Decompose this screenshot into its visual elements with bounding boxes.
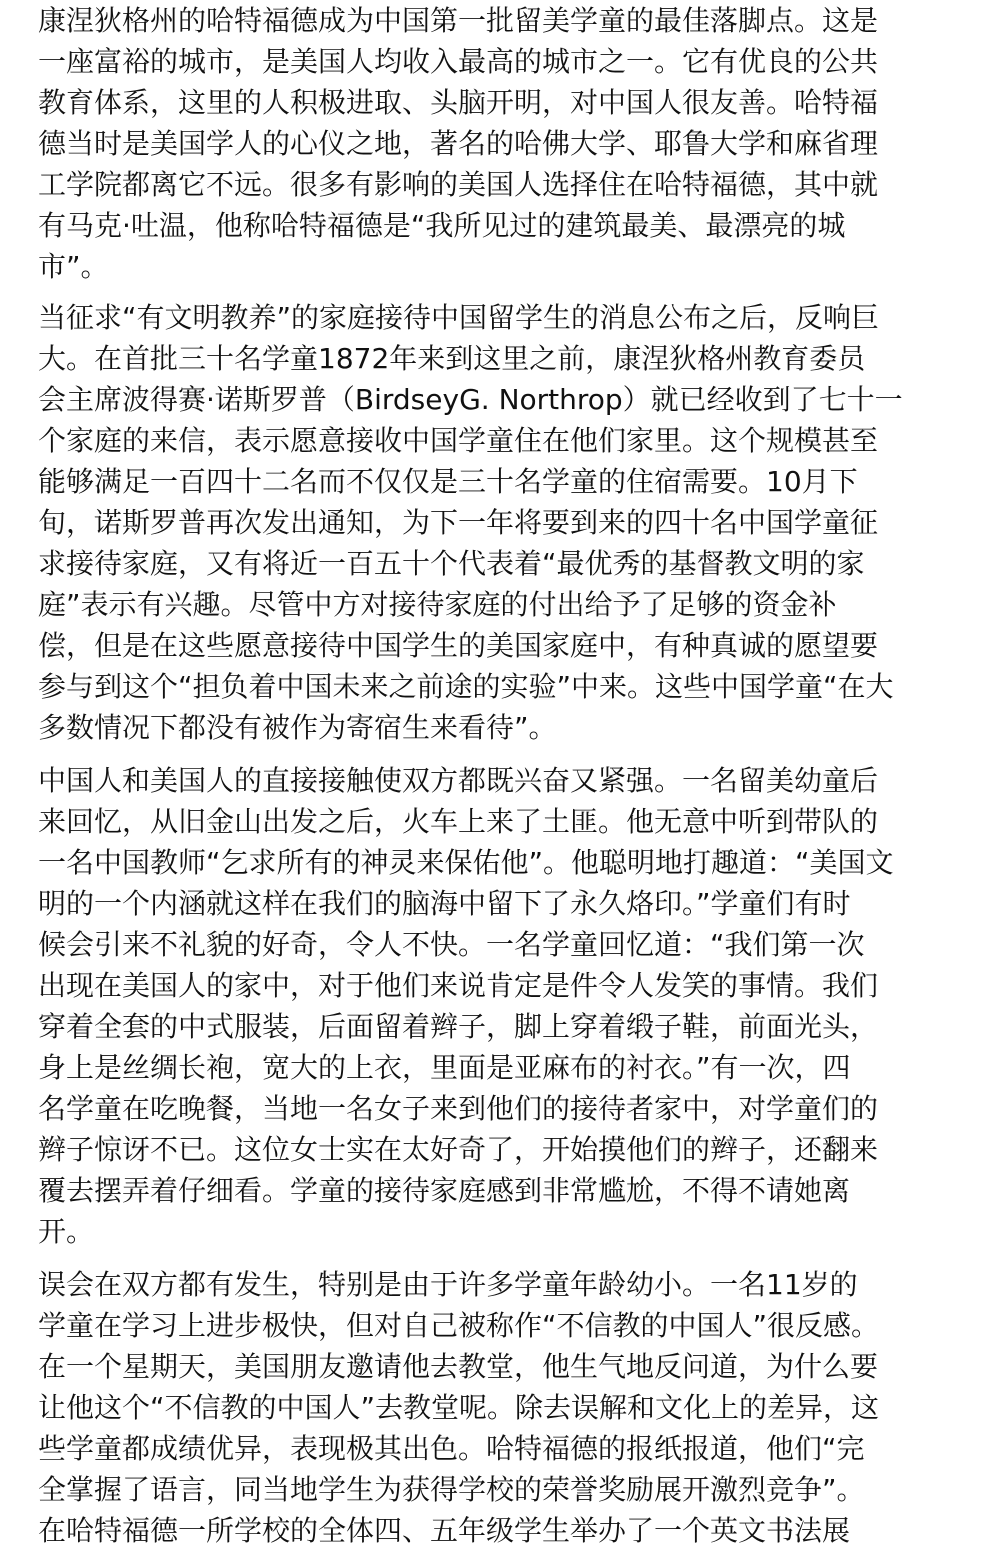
text-line: 误会在双方都有发生，特别是由于许多学童年龄幼小。一名11岁的 bbox=[38, 1268, 858, 1301]
text-line: 多数情况下都没有被作为寄宿生来看待”。 bbox=[38, 711, 557, 744]
text-line: 市”。 bbox=[38, 250, 109, 283]
text-line: 在哈特福德一所学校的全体四、五年级学生举办了一个英文书法展 bbox=[38, 1514, 851, 1547]
text-line: 全掌握了语言，同当地学生为获得学校的荣誉奖励展开激烈竞争”。 bbox=[38, 1473, 865, 1506]
text-line: 一名中国教师“乞求所有的神灵来保佑他”。他聪明地打趣道：“美国文 bbox=[38, 846, 894, 879]
text-line: 大。在首批三十名学童1872年来到这里之前，康涅狄格州教育委员 bbox=[38, 342, 866, 375]
text-line: 参与到这个“担负着中国未来之前途的实验”中来。这些中国学童“在大 bbox=[38, 670, 894, 703]
text-line: 一座富裕的城市，是美国人均收入最高的城市之一。它有优良的公共 bbox=[38, 45, 879, 78]
text-line: 身上是丝绸长袍，宽大的上衣，里面是亚麻布的衬衣。”有一次，四 bbox=[38, 1051, 851, 1084]
text-line: 辫子惊讶不已。这位女士实在太好奇了，开始摸他们的辫子，还翻来 bbox=[38, 1133, 879, 1166]
text-line: 让他这个“不信教的中国人”去教堂呢。除去误解和文化上的差异，这 bbox=[38, 1391, 880, 1424]
text-line: 名学童在吃晚餐，当地一名女子来到他们的接待者家中，对学童们的 bbox=[38, 1092, 879, 1125]
text-line: 求接待家庭，又有将近一百五十个代表着“最优秀的基督教文明的家 bbox=[38, 547, 865, 580]
text-line: 工学院都离它不远。很多有影响的美国人选择住在哈特福德，其中就 bbox=[38, 168, 879, 201]
text-line: 些学童都成绩优异，表现极其出色。哈特福德的报纸报道，他们“完 bbox=[38, 1432, 865, 1465]
text-line: 学童在学习上进步极快，但对自己被称作“不信教的中国人”很反感。 bbox=[38, 1309, 880, 1342]
text-line: 当征求“有文明教养”的家庭接待中国留学生的消息公布之后，反响巨 bbox=[38, 301, 880, 334]
text-line: 能够满足一百四十二名而不仅仅是三十名学童的住宿需要。10月下 bbox=[38, 465, 858, 498]
text-line: 覆去摆弄着仔细看。学童的接待家庭感到非常尴尬，不得不请她离 bbox=[38, 1174, 851, 1207]
text-line: 明的一个内涵就这样在我们的脑海中留下了永久烙印。”学童们有时 bbox=[38, 887, 851, 920]
text-line: 有马克·吐温，他称哈特福德是“我所见过的建筑最美、最漂亮的城 bbox=[38, 209, 846, 242]
text-line: 穿着全套的中式服装，后面留着辫子，脚上穿着缎子鞋，前面光头， bbox=[38, 1010, 879, 1043]
text-line: 候会引来不礼貌的好奇，令人不快。一名学童回忆道：“我们第一次 bbox=[38, 928, 865, 961]
text-line: 旬，诺斯罗普再次发出通知，为下一年将要到来的四十名中国学童征 bbox=[38, 506, 879, 539]
text-line: 来回忆，从旧金山出发之后，火车上来了土匪。他无意中听到带队的 bbox=[38, 805, 879, 838]
text-line: 康涅狄格州的哈特福德成为中国第一批留美学童的最佳落脚点。这是 bbox=[38, 4, 879, 37]
text-line: 在一个星期天，美国朋友邀请他去教堂，他生气地反问道，为什么要 bbox=[38, 1350, 879, 1383]
text-line: 个家庭的来信，表示愿意接收中国学童住在他们家里。这个规模甚至 bbox=[38, 424, 879, 457]
text-line: 开。 bbox=[38, 1215, 95, 1248]
text-line: 庭”表示有兴趣。尽管中方对接待家庭的付出给予了足够的资金补 bbox=[38, 588, 837, 621]
text-line: 教育体系，这里的人积极进取、头脑开明，对中国人很友善。哈特福 bbox=[38, 86, 879, 119]
text-line: 偿，但是在这些愿意接待中国学生的美国家庭中，有种真诚的愿望要 bbox=[38, 629, 879, 662]
text-line: 会主席波得赛·诺斯罗普（BirdseyG. Northrop）就已经收到了七十一 bbox=[38, 383, 903, 416]
text-line: 中国人和美国人的直接接触使双方都既兴奋又紧强。一名留美幼童后 bbox=[38, 764, 879, 797]
text-line: 德当时是美国学人的心仪之地，著名的哈佛大学、耶鲁大学和麻省理 bbox=[38, 127, 879, 160]
text-line: 出现在美国人的家中，对于他们来说肯定是件令人发笑的事情。我们 bbox=[38, 969, 879, 1002]
